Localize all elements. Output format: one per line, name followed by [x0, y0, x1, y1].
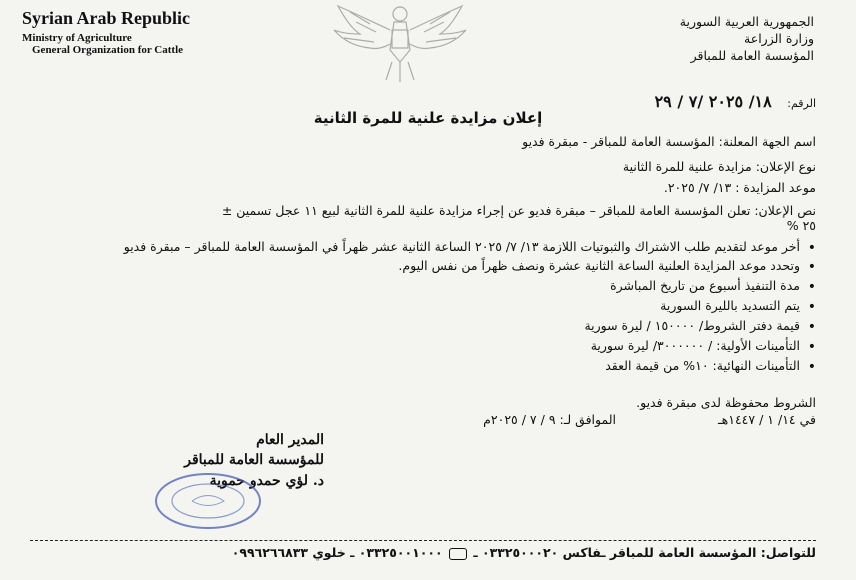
conditions-note: الشروط محفوظة لدى مبقرة فديو.	[636, 395, 816, 410]
footer-phone: ٠٣٣٢٥٠٠١٠٠٠ ـ خلوي ٠٩٩٦٢٦٦٨٣٣	[231, 545, 443, 560]
terms-list	[16, 238, 816, 376]
english-letterhead	[22, 8, 190, 57]
stamp-seal-icon	[152, 470, 264, 532]
ar-organization: المؤسسة العامة للمباقر	[690, 47, 814, 63]
list-item: • التأمينات النهائية: ١٠% من قيمة العقد	[16, 356, 816, 376]
en-ministry: Ministry of Agriculture	[22, 31, 132, 44]
footer-divider	[30, 540, 816, 541]
footer-contact: للتواصل: المؤسسة العامة للمباقر ـفاكس ٠٣٣٢٥٠٠٠٢٠ ـ	[473, 545, 816, 560]
signature-name: د. لؤي حمدو حموية	[209, 472, 324, 489]
fax-icon	[449, 548, 467, 560]
type-field: نوع الإعلان: مزايدة علنية للمرة الثانية	[622, 159, 816, 174]
list-item: • أخر موعد لتقديم طلب الاشتراك والثبوتيات اللازمة ١٣/ ٧/ ٢٠٢٥ الساعة الثانية عشر ظهراً في المؤسسة العامة للمباقر – مبقرة فديو	[16, 238, 816, 256]
signature-org: للمؤسسة العامة للمباقر	[184, 452, 324, 469]
en-country: Syrian Arab Republic	[22, 8, 191, 28]
announcement-line-1: نص الإعلان: تعلن المؤسسة العامة للمباقر – مبقرة فديو عن إجراء مزايدة علنية للمرة الثانية لبيع ١١ عجل تسمين ±	[221, 203, 816, 218]
contact-footer	[232, 545, 816, 560]
list-item: • يتم التسديد بالليرة السورية	[16, 296, 816, 316]
date-field: موعد المزايدة : ١٣/ ٧/ ٢٠٢٥.	[663, 180, 816, 195]
reference-value: ١٨/ ٢٠٢٥ /٧ / ٢٩	[654, 92, 772, 111]
ar-country: الجمهورية العربية السورية	[679, 14, 814, 29]
announcement-line-2: ٢٥ %	[786, 218, 816, 233]
hijri-date: في ١٤/ ١ / ١٤٤٧هـ	[717, 412, 816, 427]
announcement-text	[16, 203, 816, 233]
dates-row	[216, 412, 816, 430]
list-item: • مدة التنفيذ أسبوع من تاريخ المباشرة	[16, 276, 816, 296]
entity-field: اسم الجهة المعلنة: المؤسسة العامة للمباقر - مبقرة فديو	[522, 134, 816, 149]
document-title: إعلان مزايدة علنية للمرة الثانية	[313, 109, 543, 127]
list-item: • التأمينات الأولية: / ٣٠٠٠٠٠٠/ ليرة سورية	[16, 336, 816, 356]
list-item: • وتحدد موعد المزايدة العلنية الساعة الثانية عشرة ونصف ظهراً من نفس اليوم.	[16, 256, 816, 276]
list-item: • قيمة دفتر الشروط/ ١٥٠٠٠٠ / ليرة سورية	[16, 316, 816, 336]
arabic-letterhead	[680, 14, 814, 65]
ar-ministry: وزارة الزراعة	[744, 30, 814, 46]
reference-label: الرقم:	[787, 97, 816, 110]
gregorian-date: الموافق لـ: ٩ / ٧ / ٢٠٢٥م	[483, 412, 616, 427]
signature-title: المدير العام	[256, 432, 324, 448]
eagle-emblem-icon	[330, 0, 470, 86]
en-organization: General Organization for Cattle	[32, 44, 184, 57]
